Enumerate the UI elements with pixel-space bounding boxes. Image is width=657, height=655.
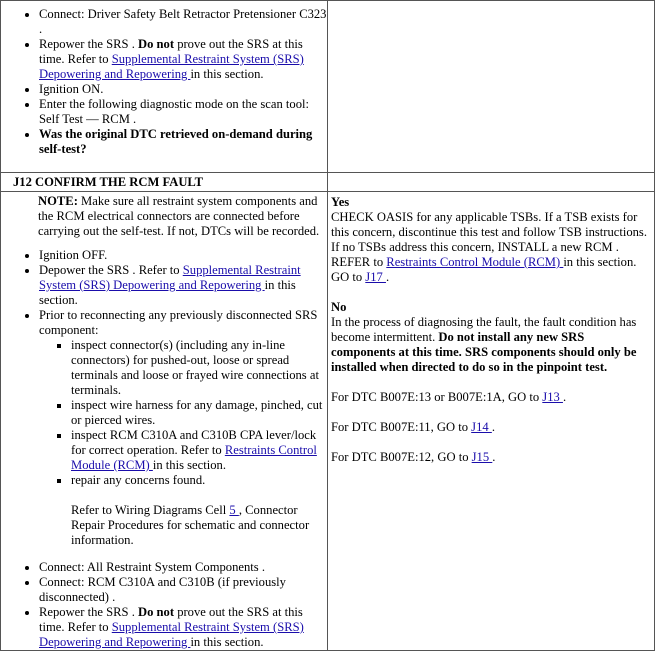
no-text: In the process of diagnosing the fault, the fault condition has become intermittent. Do not install any new SRS components at this time. SRS components should only be installed when directed to do so in the pinpoint test. — [331, 315, 637, 374]
step-row-j12 — [1, 192, 655, 651]
link-goto-j14[interactable]: J14 — [471, 420, 492, 434]
list-item: • Connect: All Restraint System Components . — [39, 560, 327, 575]
link-goto-j15[interactable]: J15 — [471, 450, 493, 464]
action-list — [1, 248, 327, 650]
action-list — [1, 7, 327, 157]
dtc-goto-j15: For DTC B007E:12, GO to J15 . — [331, 450, 496, 464]
link-srs-depowering[interactable]: Supplemental Restraint System (SRS) Depowering and Repowering — [39, 52, 304, 81]
list-item: ▪ inspect wire harness for any damage, pinched, cut or pierced wires. — [71, 398, 327, 428]
step-text: Connect: Driver Safety Belt Retractor Pretensioner C323 . — [39, 7, 327, 36]
emphasis: Do not — [138, 37, 175, 51]
section-title: J12 CONFIRM THE RCM FAULT — [1, 173, 328, 192]
question-text: Was the original DTC retrieved on-demand during self-test? — [39, 127, 313, 156]
link-srs-depowering[interactable]: Supplemental Restraint System (SRS) Depowering and Repowering — [39, 263, 301, 292]
emphasis: Do not — [138, 605, 175, 619]
list-item: ▪ repair any concerns found. Refer to Wiring Diagrams Cell 5 , Connector Repair Procedures for schematic and connector information. — [71, 473, 327, 560]
wiring-diagram-ref: Refer to Wiring Diagrams Cell 5 , Connector Repair Procedures for schematic and connector information. — [71, 503, 310, 547]
test-actions-cell — [1, 192, 328, 651]
step-row-j11 — [1, 1, 655, 173]
link-rcm[interactable]: Restraints Control Module (RCM) — [71, 443, 317, 472]
no-label: No — [331, 300, 347, 314]
warning-text: Do not install any new SRS components at this time. SRS components should only be installed when directed to do so in the pinpoint test. — [331, 330, 637, 374]
list-item: ▪ inspect connector(s) (including any in-line connectors) for pushed-out, loose or spread terminals and loose or frayed wire connections at terminals. — [71, 338, 327, 398]
list-item: • Repower the SRS . Do not prove out the SRS at this time. Refer to Supplemental Restraint System (SRS) Depowering and Repowering in this section. — [39, 37, 327, 82]
test-actions-cell — [1, 1, 328, 173]
list-item: • Prior to reconnecting any previously disconnected SRS component: ▪ inspect connector(s) (including any in-line connectors) for pushed-out, loose or spread terminals and loose or frayed wire connections at terminals. ▪ inspect wire harness for any damage, pinched, cut or pierced wires. ▪ inspect RCM C310A and C310B CPA lever/lock for correct operation. Refer to Restraints Control Module (RCM) in this section. ▪ repair any concerns found. Refer to Wiring Diagrams Cell 5 , Connector Repair Procedures for schematic and connector information. — [39, 308, 327, 560]
list-item: • Repower the SRS . Do not prove out the SRS at this time. Refer to Supplemental Restraint System (SRS) Depowering and Repowering in this section. — [39, 605, 327, 650]
dtc-goto-j14: For DTC B007E:11, GO to J14 . — [331, 420, 495, 434]
list-item: • Connect: RCM C310A and C310B (if previously disconnected) . — [39, 575, 327, 605]
note-block: NOTE: Make sure all restraint system components and the RCM electrical connectors are connected before carrying out the self-test. If not, DTCs will be recorded. — [38, 194, 320, 238]
link-goto-j17[interactable]: J17 — [365, 270, 386, 284]
list-item — [39, 127, 327, 157]
sub-list — [39, 338, 327, 560]
link-wiring-cell[interactable]: 5 — [229, 503, 239, 517]
link-srs-depowering[interactable]: Supplemental Restraint System (SRS) Depowering and Repowering — [39, 620, 304, 649]
link-goto-j13[interactable]: J13 — [542, 390, 563, 404]
header-right-cell — [328, 173, 655, 192]
results-cell — [328, 192, 655, 651]
list-item: • Depower the SRS . Refer to Supplemental Restraint System (SRS) Depowering and Repowering in this section. — [39, 263, 327, 308]
yes-text: CHECK OASIS for any applicable TSBs. If a TSB exists for this concern, discontinue this test and follow TSB instructions. If no TSBs address this concern, INSTALL a new RCM . REFER to Restraints Control Module (RCM) in this section. GO to J17 . — [331, 210, 647, 284]
dtc-goto-j13: For DTC B007E:13 or B007E:1A, GO to J13 . — [331, 390, 567, 404]
note-label: NOTE: — [38, 194, 78, 208]
list-item: • Ignition ON. — [39, 82, 327, 97]
list-item: • Enter the following diagnostic mode on the scan tool: Self Test — RCM . — [39, 97, 327, 127]
list-item — [39, 7, 327, 37]
link-rcm[interactable]: Restraints Control Module (RCM) — [386, 255, 564, 269]
list-item: ▪ inspect RCM C310A and C310B CPA lever/lock for correct operation. Refer to Restraints Control Module (RCM) in this section. — [71, 428, 327, 473]
results-cell-empty — [328, 1, 655, 173]
list-item: • Ignition OFF. — [39, 248, 327, 263]
section-header-row — [1, 173, 655, 192]
yes-label: Yes — [331, 195, 350, 209]
